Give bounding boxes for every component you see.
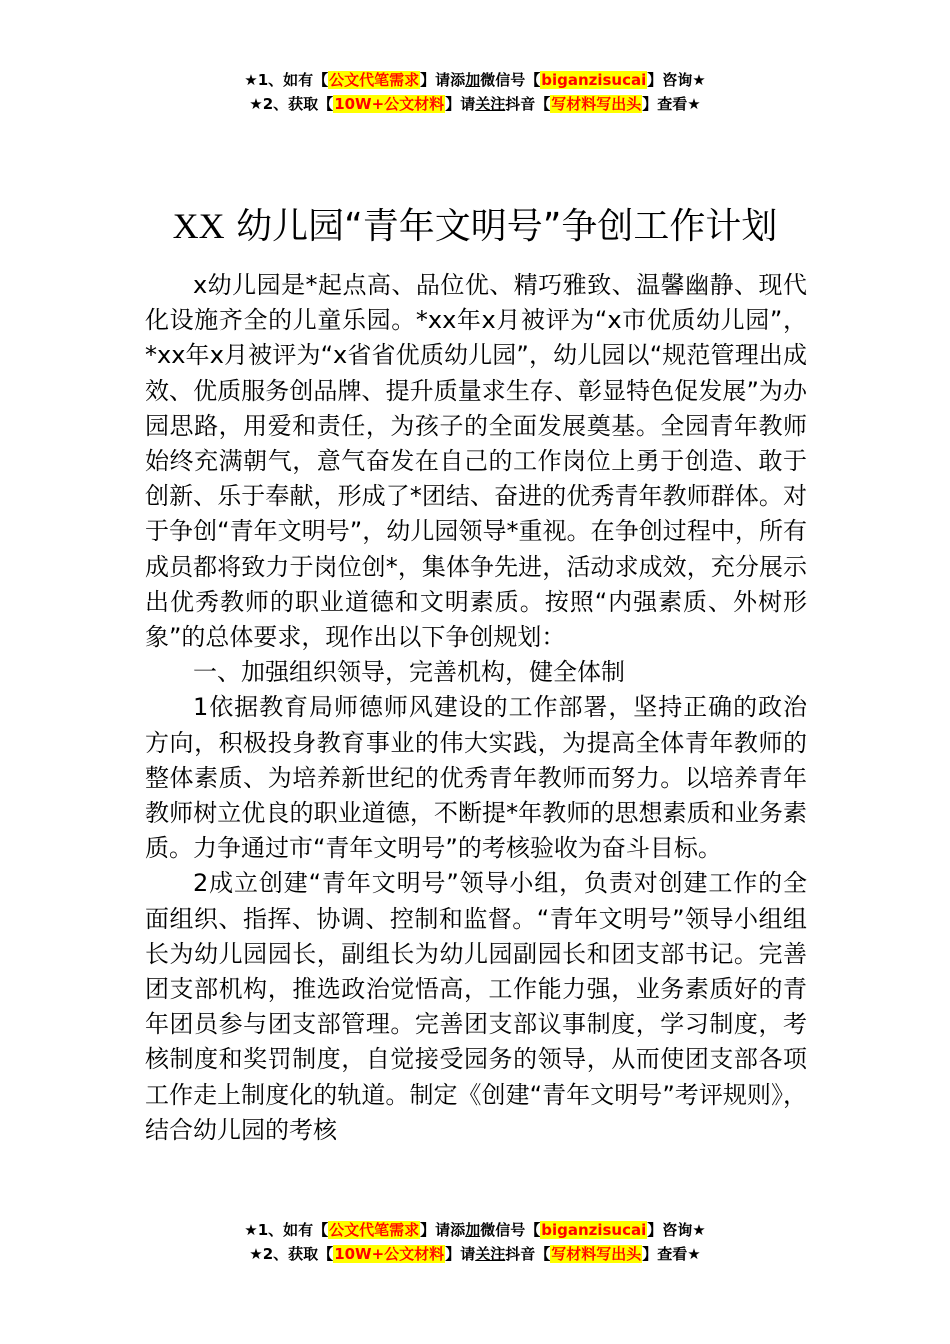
document-title: XX 幼儿园“青年文明号”争创工作计划	[172, 206, 778, 248]
section-heading: 一、加强组织领导，完善机构，健全体制	[193, 658, 625, 687]
banner-line-1: ★1、如有【公文代笔需求】请添加微信号【biganzisucai】咨询★	[244, 71, 706, 89]
banner-highlight: 公文代笔需求	[329, 1221, 420, 1239]
banner-highlight: 写材料写出头	[551, 1245, 642, 1263]
body-paragraph: 2成立创建“青年文明号”领导小组，负责对创建工作的全面组织、指挥、协调、控制和监督。“青年文明号”领导小组组长为幼儿园园长，副组长为幼儿园副园长和团支部书记。完善团支部机构，推选政治觉悟高，工作能力强，业务素质好的青年团员参与团支部管理。完善团支部议事制度，学习制度，考核制度和奖罚制度，自觉接受园务的领导，从而使团支部各项工作走上制度化的轨道。制定《创建“青年文明号”考评规则》，结合幼儿园的考核	[145, 869, 807, 1144]
banner-highlight: 公文代笔需求	[329, 71, 420, 89]
header-banner	[0, 68, 950, 116]
body-paragraph: x幼儿园是*起点高、品位优、精巧雅致、温馨幽静、现代化设施齐全的儿童乐园。*xx年x月被评为“x市优质幼儿园”，*xx年x月被评为“x省省优质幼儿园”，幼儿园以“规范管理出成效、优质服务创品牌、提升质量求生存、彰显特色促发展”为办园思路，用爱和责任，为孩子的全面发展奠基。全园青年教师始终充满朝气，意气奋发在自己的工作岗位上勇于创造、敢于创新、乐于奉献，形成了*团结、奋进的优秀青年教师群体。对于争创“青年文明号”，幼儿园领导*重视。在争创过程中，所有成员都将致力于岗位创*，集体争先进，活动求成效，充分展示出优秀教师的职业道德和文明素质。按照“内强素质、外树形象”的总体要求，现作出以下争创规划：	[145, 271, 807, 652]
banner-highlight: 10W+公文材料	[334, 1245, 445, 1263]
banner-highlight: biganzisucai	[541, 1221, 647, 1239]
banner-highlight: 写材料写出头	[551, 95, 642, 113]
banner-highlight: biganzisucai	[541, 71, 647, 89]
document-body	[145, 268, 807, 1148]
footer-banner	[0, 1218, 950, 1266]
banner-line-2: ★2、获取【10W+公文材料】请关注抖音【写材料写出头】查看★	[249, 1245, 701, 1263]
banner-line-2: ★2、获取【10W+公文材料】请关注抖音【写材料写出头】查看★	[249, 95, 701, 113]
body-paragraph: 1依据教育局师德师风建设的工作部署，坚持正确的政治方向，积极投身教育事业的伟大实践，为提高全体青年教师的整体素质、为培养新世纪的优秀青年教师而努力。以培养青年教师树立优良的职业道德，不断提*年教师的思想素质和业务素质。力争通过市“青年文明号”的考核验收为奋斗目标。	[145, 693, 807, 863]
banner-line-1: ★1、如有【公文代笔需求】请添加微信号【biganzisucai】咨询★	[244, 1221, 706, 1239]
banner-highlight: 10W+公文材料	[334, 95, 445, 113]
